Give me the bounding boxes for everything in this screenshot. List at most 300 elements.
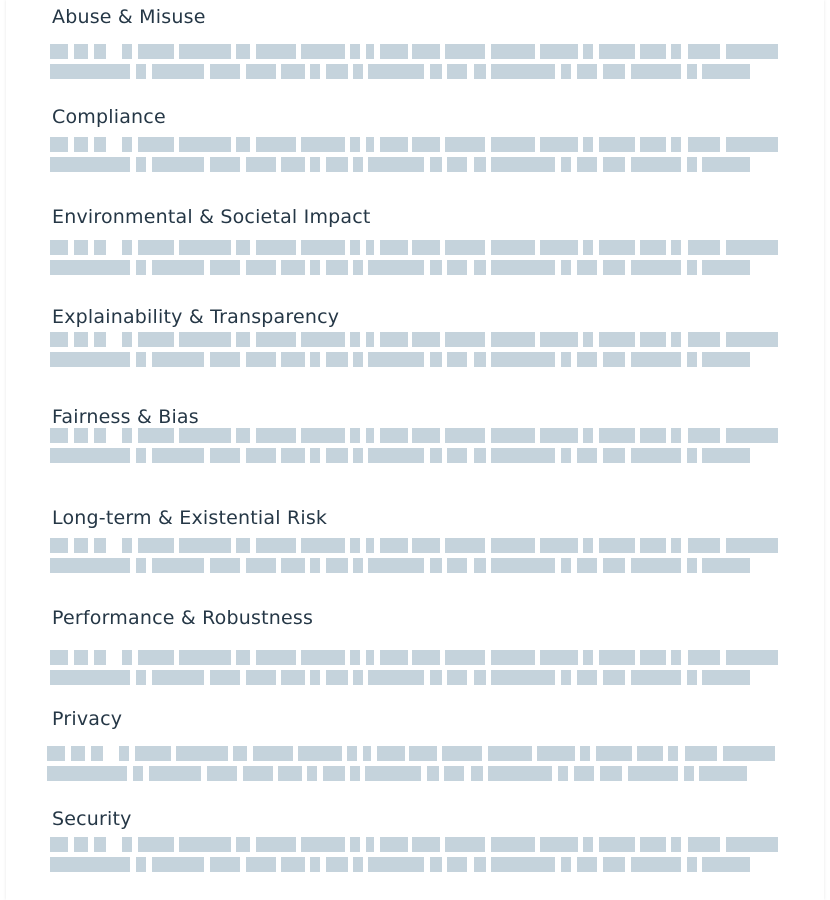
redacted-text-block	[94, 137, 106, 152]
redacted-text-block	[583, 44, 593, 59]
redacted-text-block	[574, 766, 594, 781]
redacted-text-block	[412, 240, 440, 255]
redacted-text-block	[136, 448, 146, 463]
redacted-text-block	[350, 538, 360, 553]
redacted-text-block	[50, 650, 68, 665]
redacted-text-block	[94, 240, 106, 255]
redacted-text-block	[640, 428, 666, 443]
redacted-text-block	[380, 837, 408, 852]
redacted-text-block	[350, 650, 360, 665]
redacted-text-block	[561, 448, 571, 463]
redacted-text-block	[136, 157, 146, 172]
redacted-text-block	[726, 137, 778, 152]
redacted-text-block	[380, 538, 408, 553]
redacted-text-block	[74, 44, 88, 59]
redacted-text-block	[558, 766, 568, 781]
redacted-text-block	[640, 538, 666, 553]
redacted-text-block	[50, 837, 68, 852]
redacted-text-block	[599, 44, 635, 59]
redacted-text-block	[243, 766, 273, 781]
description-placeholder	[50, 538, 778, 574]
redacted-text-block	[603, 260, 625, 275]
redacted-text-block	[726, 428, 778, 443]
risk-category-list	[6, 0, 824, 900]
redacted-text-block	[301, 240, 345, 255]
redacted-text-block	[91, 746, 103, 761]
redacted-text-block	[640, 44, 666, 59]
redacted-text-block	[702, 857, 750, 872]
redacted-text-block	[94, 428, 106, 443]
redacted-text-block	[603, 157, 625, 172]
placeholder-line	[50, 650, 778, 665]
redacted-text-block	[310, 352, 320, 367]
redacted-text-block	[631, 857, 681, 872]
redacted-text-block	[726, 650, 778, 665]
redacted-text-block	[119, 746, 129, 761]
redacted-text-block	[631, 670, 681, 685]
redacted-text-block	[491, 137, 535, 152]
redacted-text-block	[74, 240, 88, 255]
redacted-text-block	[136, 558, 146, 573]
redacted-text-block	[491, 670, 555, 685]
redacted-text-block	[583, 428, 593, 443]
redacted-text-block	[301, 332, 345, 347]
redacted-text-block	[671, 428, 681, 443]
redacted-text-block	[430, 260, 442, 275]
redacted-text-block	[430, 448, 442, 463]
redacted-text-block	[353, 558, 363, 573]
redacted-text-block	[50, 448, 130, 463]
redacted-text-block	[94, 332, 106, 347]
description-placeholder	[50, 428, 778, 464]
placeholder-line	[50, 137, 778, 152]
redacted-text-block	[668, 746, 678, 761]
redacted-text-block	[702, 670, 750, 685]
redacted-text-block	[726, 332, 778, 347]
redacted-text-block	[430, 352, 442, 367]
redacted-text-block	[671, 44, 681, 59]
redacted-text-block	[631, 260, 681, 275]
redacted-text-block	[599, 837, 635, 852]
redacted-text-block	[368, 157, 424, 172]
redacted-text-block	[366, 332, 374, 347]
redacted-text-block	[326, 352, 348, 367]
redacted-text-block	[491, 837, 535, 852]
redacted-text-block	[447, 857, 467, 872]
redacted-text-block	[136, 260, 146, 275]
redacted-text-block	[135, 746, 171, 761]
redacted-text-block	[599, 650, 635, 665]
redacted-text-block	[50, 44, 68, 59]
redacted-text-block	[353, 157, 363, 172]
redacted-text-block	[350, 766, 360, 781]
redacted-text-block	[688, 44, 720, 59]
redacted-text-block	[447, 260, 467, 275]
category-title-explainability-transparency: Explainability & Transparency	[52, 306, 340, 328]
redacted-text-block	[412, 332, 440, 347]
redacted-text-block	[368, 558, 424, 573]
redacted-text-block	[488, 746, 532, 761]
redacted-text-block	[298, 746, 342, 761]
redacted-text-block	[74, 538, 88, 553]
redacted-text-block	[246, 857, 276, 872]
redacted-text-block	[74, 137, 88, 152]
redacted-text-block	[256, 650, 296, 665]
redacted-text-block	[688, 137, 720, 152]
redacted-text-block	[412, 538, 440, 553]
redacted-text-block	[474, 157, 486, 172]
redacted-text-block	[583, 332, 593, 347]
redacted-text-block	[687, 352, 697, 367]
redacted-text-block	[412, 428, 440, 443]
redacted-text-block	[561, 64, 571, 79]
redacted-text-block	[368, 670, 424, 685]
redacted-text-block	[699, 766, 747, 781]
redacted-text-block	[350, 428, 360, 443]
redacted-text-block	[256, 837, 296, 852]
redacted-text-block	[688, 837, 720, 852]
redacted-text-block	[631, 352, 681, 367]
redacted-text-block	[444, 766, 464, 781]
redacted-text-block	[236, 538, 250, 553]
redacted-text-block	[246, 448, 276, 463]
redacted-text-block	[445, 650, 485, 665]
redacted-text-block	[326, 260, 348, 275]
redacted-text-block	[540, 428, 578, 443]
redacted-text-block	[138, 650, 174, 665]
redacted-text-block	[603, 352, 625, 367]
redacted-text-block	[702, 352, 750, 367]
redacted-text-block	[50, 670, 130, 685]
redacted-text-block	[256, 332, 296, 347]
redacted-text-block	[583, 240, 593, 255]
redacted-text-block	[207, 766, 237, 781]
description-placeholder	[47, 746, 775, 782]
redacted-text-block	[688, 240, 720, 255]
redacted-text-block	[445, 332, 485, 347]
category-title-compliance: Compliance	[52, 106, 166, 128]
redacted-text-block	[50, 332, 68, 347]
redacted-text-block	[301, 44, 345, 59]
redacted-text-block	[474, 352, 486, 367]
redacted-text-block	[246, 352, 276, 367]
redacted-text-block	[94, 650, 106, 665]
redacted-text-block	[540, 332, 578, 347]
redacted-text-block	[310, 157, 320, 172]
redacted-text-block	[301, 428, 345, 443]
redacted-text-block	[353, 352, 363, 367]
redacted-text-block	[152, 448, 204, 463]
redacted-text-block	[136, 670, 146, 685]
redacted-text-block	[702, 448, 750, 463]
redacted-text-block	[179, 650, 231, 665]
redacted-text-block	[603, 558, 625, 573]
redacted-text-block	[50, 857, 130, 872]
redacted-text-block	[599, 538, 635, 553]
placeholder-line	[50, 857, 778, 872]
redacted-text-block	[246, 670, 276, 685]
redacted-text-block	[368, 260, 424, 275]
redacted-text-block	[47, 746, 65, 761]
redacted-text-block	[628, 766, 678, 781]
redacted-text-block	[179, 137, 231, 152]
redacted-text-block	[94, 837, 106, 852]
redacted-text-block	[368, 448, 424, 463]
redacted-text-block	[583, 137, 593, 152]
redacted-text-block	[353, 857, 363, 872]
redacted-text-block	[50, 538, 68, 553]
redacted-text-block	[577, 857, 597, 872]
redacted-text-block	[310, 558, 320, 573]
redacted-text-block	[50, 352, 130, 367]
redacted-text-block	[640, 332, 666, 347]
redacted-text-block	[603, 448, 625, 463]
redacted-text-block	[323, 766, 345, 781]
redacted-text-block	[368, 352, 424, 367]
redacted-text-block	[152, 260, 204, 275]
redacted-text-block	[326, 448, 348, 463]
placeholder-line	[50, 332, 778, 347]
placeholder-line	[50, 538, 778, 553]
redacted-text-block	[491, 332, 535, 347]
redacted-text-block	[380, 428, 408, 443]
redacted-text-block	[326, 157, 348, 172]
redacted-text-block	[580, 746, 590, 761]
redacted-text-block	[474, 670, 486, 685]
redacted-text-block	[491, 650, 535, 665]
redacted-text-block	[353, 448, 363, 463]
redacted-text-block	[640, 240, 666, 255]
redacted-text-block	[687, 64, 697, 79]
redacted-text-block	[474, 857, 486, 872]
redacted-text-block	[491, 857, 555, 872]
redacted-text-block	[445, 428, 485, 443]
description-placeholder	[50, 44, 778, 80]
redacted-text-block	[671, 837, 681, 852]
redacted-text-block	[726, 44, 778, 59]
redacted-text-block	[491, 448, 555, 463]
redacted-text-block	[179, 428, 231, 443]
redacted-text-block	[577, 64, 597, 79]
redacted-text-block	[491, 44, 535, 59]
redacted-text-block	[74, 332, 88, 347]
redacted-text-block	[307, 766, 317, 781]
redacted-text-block	[138, 837, 174, 852]
redacted-text-block	[136, 857, 146, 872]
redacted-text-block	[281, 157, 305, 172]
redacted-text-block	[50, 64, 130, 79]
placeholder-line	[50, 837, 778, 852]
redacted-text-block	[246, 260, 276, 275]
redacted-text-block	[561, 670, 571, 685]
redacted-text-block	[301, 538, 345, 553]
redacted-text-block	[726, 240, 778, 255]
description-placeholder	[50, 240, 778, 276]
redacted-text-block	[236, 428, 250, 443]
redacted-text-block	[596, 746, 632, 761]
redacted-text-block	[301, 650, 345, 665]
redacted-text-block	[71, 746, 85, 761]
redacted-text-block	[561, 558, 571, 573]
redacted-text-block	[631, 157, 681, 172]
redacted-text-block	[447, 157, 467, 172]
redacted-text-block	[122, 332, 132, 347]
redacted-text-block	[176, 746, 228, 761]
redacted-text-block	[366, 240, 374, 255]
redacted-text-block	[210, 857, 240, 872]
redacted-text-block	[687, 260, 697, 275]
redacted-text-block	[412, 137, 440, 152]
placeholder-line	[47, 766, 775, 781]
redacted-text-block	[447, 448, 467, 463]
redacted-text-block	[687, 448, 697, 463]
redacted-text-block	[688, 650, 720, 665]
redacted-text-block	[149, 766, 201, 781]
redacted-text-block	[540, 137, 578, 152]
redacted-text-block	[603, 64, 625, 79]
redacted-text-block	[600, 766, 622, 781]
redacted-text-block	[603, 857, 625, 872]
redacted-text-block	[474, 64, 486, 79]
redacted-text-block	[577, 352, 597, 367]
redacted-text-block	[353, 64, 363, 79]
redacted-text-block	[684, 766, 694, 781]
redacted-text-block	[50, 240, 68, 255]
redacted-text-block	[310, 857, 320, 872]
redacted-text-block	[726, 837, 778, 852]
redacted-text-block	[688, 428, 720, 443]
redacted-text-block	[256, 137, 296, 152]
redacted-text-block	[233, 746, 247, 761]
redacted-text-block	[326, 64, 348, 79]
redacted-text-block	[363, 746, 371, 761]
redacted-text-block	[179, 240, 231, 255]
redacted-text-block	[133, 766, 143, 781]
redacted-text-block	[74, 428, 88, 443]
redacted-text-block	[491, 352, 555, 367]
redacted-text-block	[236, 44, 250, 59]
redacted-text-block	[491, 558, 555, 573]
redacted-text-block	[447, 352, 467, 367]
redacted-text-block	[445, 538, 485, 553]
redacted-text-block	[702, 260, 750, 275]
redacted-text-block	[152, 64, 204, 79]
redacted-text-block	[537, 746, 575, 761]
redacted-text-block	[236, 240, 250, 255]
redacted-text-block	[377, 746, 405, 761]
redacted-text-block	[256, 538, 296, 553]
redacted-text-block	[138, 44, 174, 59]
redacted-text-block	[688, 538, 720, 553]
placeholder-line	[47, 746, 775, 761]
placeholder-line	[50, 64, 778, 79]
category-title-abuse-misuse: Abuse & Misuse	[52, 6, 206, 28]
redacted-text-block	[491, 157, 555, 172]
redacted-text-block	[380, 137, 408, 152]
redacted-text-block	[603, 670, 625, 685]
redacted-text-block	[122, 538, 132, 553]
redacted-text-block	[702, 157, 750, 172]
category-title-fairness-bias: Fairness & Bias	[52, 406, 199, 428]
redacted-text-block	[577, 558, 597, 573]
redacted-text-block	[599, 428, 635, 443]
description-placeholder	[50, 332, 778, 368]
redacted-text-block	[365, 766, 421, 781]
redacted-text-block	[540, 538, 578, 553]
redacted-text-block	[688, 332, 720, 347]
redacted-text-block	[310, 448, 320, 463]
redacted-text-block	[281, 670, 305, 685]
category-title-long-term-existential-risk: Long-term & Existential Risk	[52, 507, 328, 529]
redacted-text-block	[447, 558, 467, 573]
redacted-text-block	[445, 240, 485, 255]
redacted-text-block	[326, 857, 348, 872]
redacted-text-block	[253, 746, 293, 761]
redacted-text-block	[179, 837, 231, 852]
redacted-text-block	[246, 64, 276, 79]
redacted-text-block	[599, 332, 635, 347]
redacted-text-block	[210, 260, 240, 275]
redacted-text-block	[491, 428, 535, 443]
redacted-text-block	[47, 766, 127, 781]
redacted-text-block	[583, 650, 593, 665]
redacted-text-block	[152, 857, 204, 872]
placeholder-line	[50, 157, 778, 172]
category-title-environmental-societal-impact: Environmental & Societal Impact	[52, 206, 371, 228]
redacted-text-block	[138, 538, 174, 553]
redacted-text-block	[122, 837, 132, 852]
redacted-text-block	[640, 650, 666, 665]
placeholder-line	[50, 352, 778, 367]
redacted-text-block	[326, 670, 348, 685]
redacted-text-block	[310, 260, 320, 275]
redacted-text-block	[631, 448, 681, 463]
redacted-text-block	[179, 538, 231, 553]
redacted-text-block	[50, 157, 130, 172]
redacted-text-block	[210, 558, 240, 573]
redacted-text-block	[471, 766, 483, 781]
redacted-text-block	[210, 352, 240, 367]
redacted-text-block	[366, 538, 374, 553]
redacted-text-block	[179, 332, 231, 347]
redacted-text-block	[577, 260, 597, 275]
redacted-text-block	[281, 558, 305, 573]
description-placeholder	[50, 650, 778, 686]
redacted-text-block	[427, 766, 439, 781]
redacted-text-block	[210, 670, 240, 685]
category-title-performance-robustness: Performance & Robustness	[52, 607, 314, 629]
redacted-text-block	[412, 837, 440, 852]
placeholder-line	[50, 558, 778, 573]
redacted-text-block	[350, 44, 360, 59]
redacted-text-block	[599, 137, 635, 152]
redacted-text-block	[687, 558, 697, 573]
redacted-text-block	[236, 137, 250, 152]
redacted-text-block	[380, 650, 408, 665]
placeholder-line	[50, 260, 778, 275]
redacted-text-block	[278, 766, 302, 781]
redacted-text-block	[366, 428, 374, 443]
redacted-text-block	[281, 260, 305, 275]
redacted-text-block	[723, 746, 775, 761]
redacted-text-block	[246, 558, 276, 573]
redacted-text-block	[540, 837, 578, 852]
redacted-text-block	[671, 538, 681, 553]
redacted-text-block	[540, 240, 578, 255]
redacted-text-block	[366, 837, 374, 852]
redacted-text-block	[637, 746, 663, 761]
redacted-text-block	[671, 137, 681, 152]
